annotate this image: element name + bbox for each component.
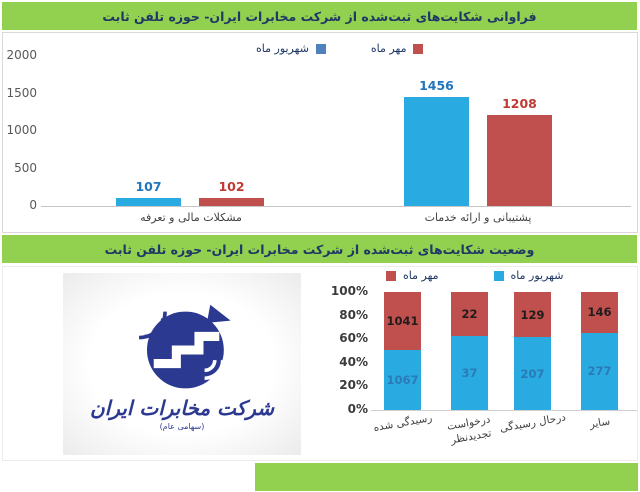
bar-series0-cat0 [116, 198, 181, 206]
frequency-chart-legend [256, 42, 423, 55]
y-axis-tick-label: 100% [330, 284, 368, 298]
legend-item [371, 42, 424, 55]
x-axis-category-label: درخواست تجدیدنظر [445, 413, 492, 447]
company-name: شرکت مخابرات ایران [90, 395, 274, 420]
bar-series0-cat1 [404, 97, 469, 206]
legend-label: مهر ماه [403, 269, 439, 282]
x-axis-category-label: رسیدگی شده [372, 411, 433, 435]
stacked-value-label: 1041 [386, 314, 419, 329]
frequency-bar-chart [2, 32, 638, 233]
legend-label: شهریور ماه [256, 42, 309, 55]
x-axis-category-label: سایر [588, 415, 611, 431]
status-chart-legend [386, 269, 563, 282]
stacked-value-label: 146 [587, 305, 612, 320]
stacked-value-label: 22 [461, 307, 478, 321]
y-axis-tick-label: 1000 [6, 123, 37, 137]
frequency-chart-title: فراوانی شکایت‌های ثبت‌شده از شرکت مخابرات ایران- حوزه تلفن ثابت [2, 2, 637, 30]
legend-swatch-icon [413, 44, 423, 54]
bar-value-label: 107 [135, 178, 162, 194]
y-axis-tick-label: 0 [29, 198, 37, 212]
y-axis-tick-label: 1500 [6, 85, 37, 100]
y-axis-tick-label: 500 [14, 160, 37, 175]
legend-swatch-icon [316, 44, 326, 54]
bar-series1-cat0 [199, 198, 264, 206]
legend-label: مهر ماه [370, 42, 407, 55]
legend-item [386, 269, 439, 282]
y-axis-tick-label: 0% [347, 402, 368, 416]
bar-series1-cat1 [487, 115, 552, 206]
telecom-globe-icon [97, 298, 267, 402]
bar-value-label: 1208 [502, 96, 537, 112]
bar-value-label: 1456 [419, 77, 454, 93]
x-axis-category-label: پشتیبانی و ارائه خدمات [424, 211, 532, 224]
stacked-value-label: 207 [520, 366, 545, 381]
stacked-value-label: 1067 [386, 373, 419, 388]
y-axis-tick-label: 60% [339, 331, 368, 346]
bottom-section [2, 266, 638, 461]
x-axis-line [41, 206, 631, 207]
y-axis-tick-label: 40% [339, 354, 368, 369]
status-chart-title: وضعیت شکایت‌های ثبت‌شده از شرکت مخابرات ایران- حوزه تلفن ثابت [2, 235, 637, 263]
bottom-green-strip [255, 463, 638, 491]
y-axis-tick-label: 80% [339, 307, 368, 322]
status-chart-plot-area [378, 292, 639, 410]
legend-label: شهریور ماه [510, 269, 564, 282]
legend-item [256, 42, 326, 55]
y-axis-tick-label: 20% [339, 378, 368, 393]
legend-swatch-icon [494, 271, 504, 281]
legend-swatch-icon [386, 271, 396, 281]
x-axis-category-label: مشکلات مالی و تعرفه [140, 211, 242, 224]
y-axis-tick-label: 2000 [6, 48, 37, 62]
stacked-value-label: 277 [587, 364, 612, 379]
company-subtitle: (سهامی عام) [159, 421, 205, 431]
bar-value-label: 102 [218, 179, 245, 195]
x-axis-category-label: درحال رسیدگی [498, 411, 567, 435]
stacked-value-label: 37 [461, 366, 478, 380]
legend-item [494, 269, 564, 282]
frequency-chart-plot-area [48, 56, 632, 206]
stacked-value-label: 129 [520, 307, 545, 322]
company-logo [63, 273, 301, 455]
